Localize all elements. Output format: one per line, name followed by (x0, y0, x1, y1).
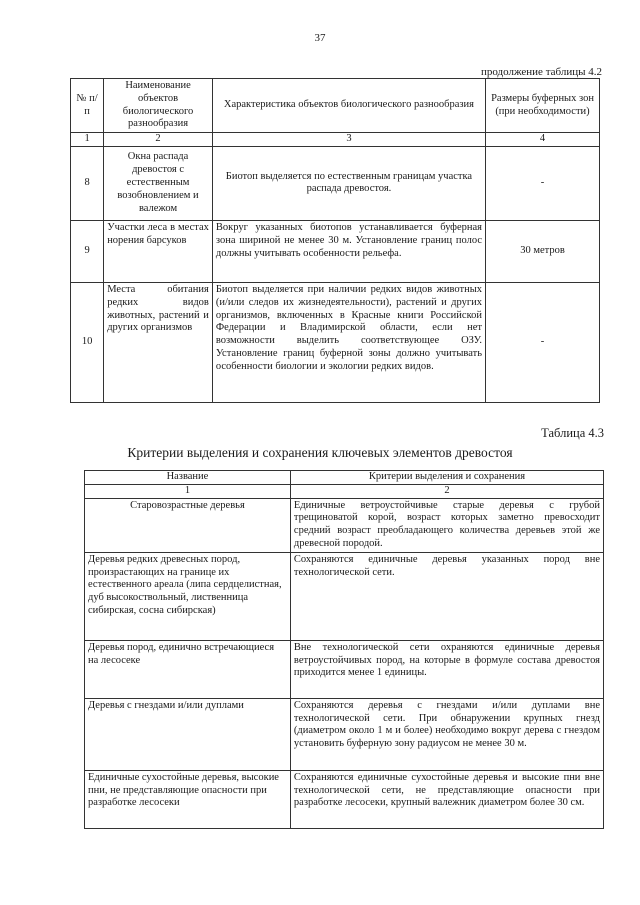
header-name: Название (85, 471, 291, 485)
header-number: № п/п (71, 79, 104, 133)
row-buffer-size: - (486, 282, 600, 402)
table-row (71, 282, 600, 402)
table-row (71, 220, 600, 282)
table-header-row (85, 471, 604, 485)
row-name: Деревья пород, единично встречающиеся на лесосеке (85, 640, 291, 698)
header-buffer-size: Размеры буферных зон (при необходимости) (486, 79, 600, 133)
header-object-name: Наименование объектов биологического разнообразия (104, 79, 213, 133)
table-label: Таблица 4.3 (541, 426, 604, 440)
row-criteria: Сохраняются деревья с гнездами и/или дуплами вне технологической сети. При обнаружении крупных гнезд (диаметром около 1 м и более) необходимо вокруг дерева с гнездом установить буферную зону радиусом не менее 30 м. (290, 698, 603, 770)
row-criteria: Вне технологической сети охраняются единичные деревья ветроустойчивых пород, на которые в формуле состава древостоя приходится менее 1 единицы. (290, 640, 603, 698)
table-header-row (71, 79, 600, 133)
row-characteristic: Биотоп выделяется по естественным границам участка распада древостоя. (212, 146, 485, 220)
table-row (85, 640, 604, 698)
row-number: 9 (71, 220, 104, 282)
row-criteria: Единичные ветроустойчивые старые деревья с грубой трещиноватой корой, возраст которых заметно превосходит средний возраст преобладающего количества деревьев этой же древесной породой. (290, 498, 603, 552)
table-caption: Критерии выделения и сохранения ключевых элементов древостоя (127, 445, 513, 460)
column-number: 1 (85, 484, 291, 498)
table-row (85, 552, 604, 640)
column-number: 1 (71, 133, 104, 147)
row-object-name: Участки леса в местах норения барсуков (104, 220, 213, 282)
header-characteristic: Характеристика объектов биологического разнообразия (212, 79, 485, 133)
row-characteristic: Вокруг указанных биотопов устанавливается буферная зона шириной не менее 30 м. Установление границ полос должны учитывать особенности рельефа. (212, 220, 485, 282)
column-number: 3 (212, 133, 485, 147)
row-criteria: Сохраняются единичные деревья указанных пород вне технологической сети. (290, 552, 603, 640)
row-name: Единичные сухостойные деревья, высокие пни, не представляющие опасности при разработке лесосеки (85, 770, 291, 828)
column-number-row (85, 484, 604, 498)
row-name: Старовозрастные деревья (85, 498, 291, 552)
table-row (85, 698, 604, 770)
table-row (85, 770, 604, 828)
table-4-3 (84, 470, 604, 829)
row-number: 10 (71, 282, 104, 402)
row-characteristic: Биотоп выделяется при наличии редких видов животных (и/или следов их жизнедеятельности), растений и других организмов, включенных в Красные книги Российской Федерации и Владимирской области, если нет возможности выделить соответствующее ОЗУ. Установление границ буферной зоны должно учитывать особенности биологии и экологии редких видов. (212, 282, 485, 402)
column-number: 4 (486, 133, 600, 147)
table-4-2 (70, 78, 600, 403)
row-name: Деревья с гнездами и/или дуплами (85, 698, 291, 770)
row-criteria: Сохраняются единичные сухостойные деревья и высокие пни вне технологической сети, не представляющие опасности при разработке лесосеки, крупный валежник диаметром более 30 см. (290, 770, 603, 828)
row-buffer-size: - (486, 146, 600, 220)
continuation-label: продолжение таблицы 4.2 (480, 66, 602, 78)
column-number: 2 (290, 484, 603, 498)
column-number-row (71, 133, 600, 147)
row-object-name: Места обитания редких видов животных, растений и других организмов (104, 282, 213, 402)
column-number: 2 (104, 133, 213, 147)
row-name: Деревья редких древесных пород, произрастающих на границе их естественного ареала (липа сердцелистная, дуб высокоствольный, лиственница сибирская, сосна сибирская) (85, 552, 291, 640)
row-number: 8 (71, 146, 104, 220)
header-criteria: Критерии выделения и сохранения (290, 471, 603, 485)
row-buffer-size: 30 метров (486, 220, 600, 282)
table-row (85, 498, 604, 552)
page-number: 37 (314, 32, 326, 44)
row-object-name: Окна распада древостоя с естественным возобновлением и валежом (104, 146, 213, 220)
table-row (71, 146, 600, 220)
